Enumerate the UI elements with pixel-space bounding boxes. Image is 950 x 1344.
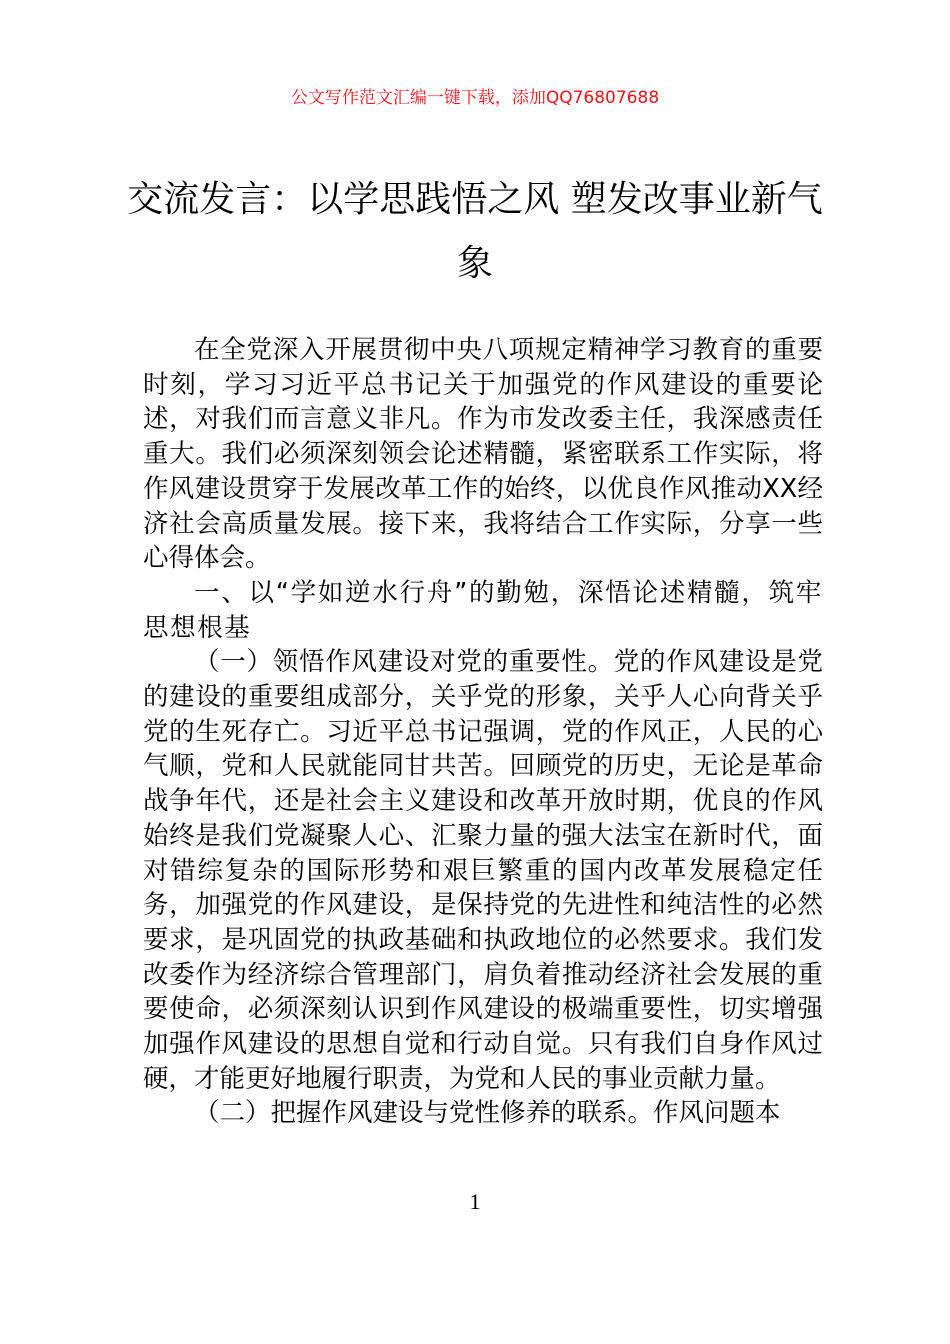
section-heading: 一、以“学如逆水行舟”的勤勉，深悟论述精髓，筑牢思想根基 bbox=[143, 577, 823, 643]
intro-paragraph: 在全党深入开展贯彻中央八项规定精神学习教育的重要时刻，学习习近平总书记关于加强党的作风建设的重要论述，对我们而言意义非凡。作为市发改委主任，我深感责任重大。我们必须深刻领会论述精髓，紧密联系工作实际，将作风建设贯穿于发展改革工作的始终，以优良作风推动XX经济社会高质量发展。接下来，我将结合工作实际，分享一些心得体会。 bbox=[143, 335, 823, 574]
document-title: 交流发言：以学思践悟之风 塑发改事业新气象 bbox=[127, 179, 823, 284]
document-body bbox=[143, 333, 823, 1131]
body-paragraph: （二）把握作风建设与党性修养的联系。作风问题本 bbox=[194, 1098, 781, 1129]
page-number: 1 bbox=[469, 1189, 481, 1214]
download-banner[interactable]: 公文写作范文汇编一键下载，添加QQ76807688 bbox=[290, 88, 660, 108]
body-paragraph: （一）领悟作风建设对党的重要性。党的作风建设是党的建设的重要组成部分，关乎党的形象，关乎人心向背关乎党的生死存亡。习近平总书记强调，党的作风正，人民的心气顺，党和人民就能同甘共苦。回顾党的历史，无论是革命战争年代，还是社会主义建设和改革开放时期，优良的作风始终是我们党凝聚人心、汇聚力量的强大法宝在新时代，面对错综复杂的国际形势和艰巨繁重的国内改革发展稳定任务，加强党的作风建设，是保持党的先进性和纯洁性的必然要求，是巩固党的执政基础和执政地位的必然要求。我们发改委作为经济综合管理部门，肩负着推动经济社会发展的重要使命，必须深刻认识到作风建设的极端重要性，切实增强加强作风建设的思想自觉和行动自觉。只有我们自身作风过硬，才能更好地履行职责，为党和人民的事业贡献力量。 bbox=[143, 647, 823, 1094]
